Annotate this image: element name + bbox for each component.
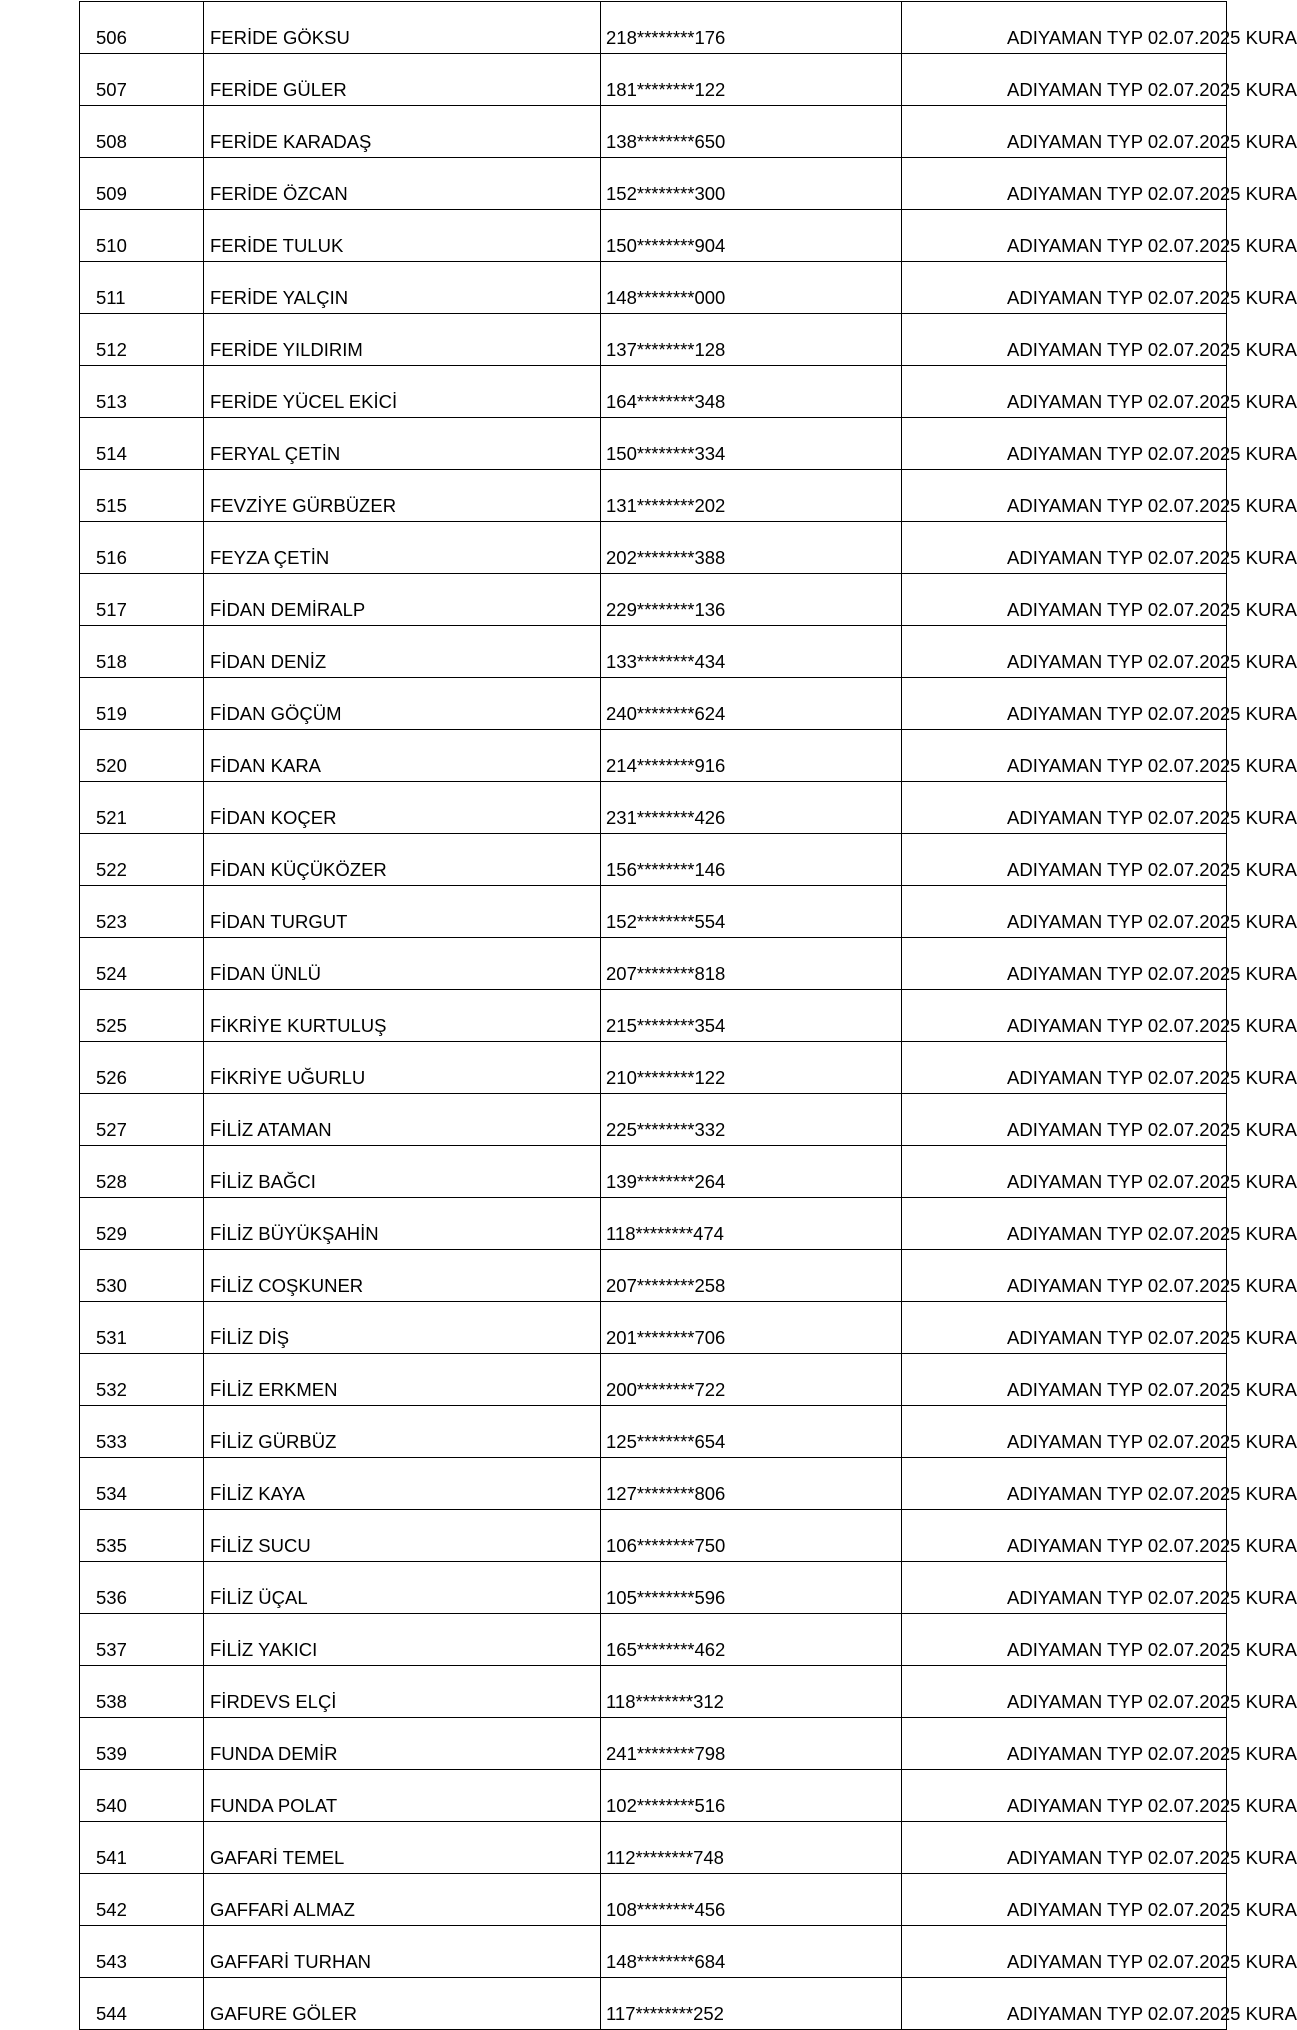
- description-cell: ADIYAMAN TYP 02.07.2025 KURA: [902, 54, 1227, 106]
- table-row: [80, 1874, 1227, 1926]
- masked-id-cell: 131********202: [601, 470, 902, 522]
- row-number-cell: 533: [80, 1406, 204, 1458]
- masked-id-cell: 108********456: [601, 1874, 902, 1926]
- description-cell: ADIYAMAN TYP 02.07.2025 KURA: [902, 730, 1227, 782]
- description-cell: ADIYAMAN TYP 02.07.2025 KURA: [902, 1562, 1227, 1614]
- description-cell: ADIYAMAN TYP 02.07.2025 KURA: [902, 1094, 1227, 1146]
- description-cell: ADIYAMAN TYP 02.07.2025 KURA: [902, 782, 1227, 834]
- description-cell: ADIYAMAN TYP 02.07.2025 KURA: [902, 470, 1227, 522]
- full-name-cell: FERİDE GÖKSU: [204, 2, 601, 54]
- row-number-cell: 519: [80, 678, 204, 730]
- full-name-cell: FİLİZ SUCU: [204, 1510, 601, 1562]
- row-number-cell: 523: [80, 886, 204, 938]
- row-number-cell: 524: [80, 938, 204, 990]
- row-number-cell: 542: [80, 1874, 204, 1926]
- results-table: [79, 1, 1297, 2030]
- table-row: [80, 1042, 1227, 1094]
- masked-id-cell: 240********624: [601, 678, 902, 730]
- table-row: [80, 1146, 1227, 1198]
- masked-id-cell: 164********348: [601, 366, 902, 418]
- description-cell: ADIYAMAN TYP 02.07.2025 KURA: [902, 1198, 1227, 1250]
- row-number-cell: 516: [80, 522, 204, 574]
- table-row: [80, 522, 1227, 574]
- full-name-cell: FİLİZ ERKMEN: [204, 1354, 601, 1406]
- row-number-cell: 544: [80, 1978, 204, 2030]
- row-number-cell: 511: [80, 262, 204, 314]
- description-cell: ADIYAMAN TYP 02.07.2025 KURA: [902, 1146, 1227, 1198]
- masked-id-cell: 165********462: [601, 1614, 902, 1666]
- row-number-cell: 537: [80, 1614, 204, 1666]
- table-row: [80, 678, 1227, 730]
- table-row: [80, 1978, 1227, 2030]
- table-row: [80, 262, 1227, 314]
- row-number-cell: 512: [80, 314, 204, 366]
- row-number-cell: 528: [80, 1146, 204, 1198]
- masked-id-cell: 105********596: [601, 1562, 902, 1614]
- table-row: [80, 314, 1227, 366]
- description-cell: ADIYAMAN TYP 02.07.2025 KURA: [902, 1042, 1227, 1094]
- description-cell: ADIYAMAN TYP 02.07.2025 KURA: [902, 210, 1227, 262]
- table-row: [80, 1198, 1227, 1250]
- description-cell: ADIYAMAN TYP 02.07.2025 KURA: [902, 1302, 1227, 1354]
- full-name-cell: FİDAN KARA: [204, 730, 601, 782]
- description-cell: ADIYAMAN TYP 02.07.2025 KURA: [902, 678, 1227, 730]
- table-row: [80, 158, 1227, 210]
- row-number-cell: 541: [80, 1822, 204, 1874]
- description-cell: ADIYAMAN TYP 02.07.2025 KURA: [902, 106, 1227, 158]
- table-row: [80, 938, 1227, 990]
- masked-id-cell: 106********750: [601, 1510, 902, 1562]
- row-number-cell: 530: [80, 1250, 204, 1302]
- description-cell: ADIYAMAN TYP 02.07.2025 KURA: [902, 626, 1227, 678]
- full-name-cell: FERYAL ÇETİN: [204, 418, 601, 470]
- masked-id-cell: 133********434: [601, 626, 902, 678]
- table-row: [80, 834, 1227, 886]
- table-row: [80, 1406, 1227, 1458]
- masked-id-cell: 118********474: [601, 1198, 902, 1250]
- description-cell: ADIYAMAN TYP 02.07.2025 KURA: [902, 522, 1227, 574]
- full-name-cell: FİKRİYE UĞURLU: [204, 1042, 601, 1094]
- description-cell: ADIYAMAN TYP 02.07.2025 KURA: [902, 366, 1227, 418]
- row-number-cell: 538: [80, 1666, 204, 1718]
- full-name-cell: FİRDEVS ELÇİ: [204, 1666, 601, 1718]
- full-name-cell: GAFFARİ ALMAZ: [204, 1874, 601, 1926]
- row-number-cell: 517: [80, 574, 204, 626]
- full-name-cell: FUNDA DEMİR: [204, 1718, 601, 1770]
- full-name-cell: FİDAN KOÇER: [204, 782, 601, 834]
- table-row: [80, 366, 1227, 418]
- full-name-cell: FİDAN KÜÇÜKÖZER: [204, 834, 601, 886]
- full-name-cell: FİLİZ DİŞ: [204, 1302, 601, 1354]
- table-row: [80, 1926, 1227, 1978]
- full-name-cell: FİKRİYE KURTULUŞ: [204, 990, 601, 1042]
- masked-id-cell: 210********122: [601, 1042, 902, 1094]
- masked-id-cell: 215********354: [601, 990, 902, 1042]
- masked-id-cell: 152********554: [601, 886, 902, 938]
- masked-id-cell: 156********146: [601, 834, 902, 886]
- full-name-cell: GAFFARİ TURHAN: [204, 1926, 601, 1978]
- table-row: [80, 782, 1227, 834]
- description-cell: ADIYAMAN TYP 02.07.2025 KURA: [902, 158, 1227, 210]
- row-number-cell: 515: [80, 470, 204, 522]
- full-name-cell: FUNDA POLAT: [204, 1770, 601, 1822]
- masked-id-cell: 139********264: [601, 1146, 902, 1198]
- table-row: [80, 418, 1227, 470]
- table-row: [80, 990, 1227, 1042]
- masked-id-cell: 231********426: [601, 782, 902, 834]
- masked-id-cell: 181********122: [601, 54, 902, 106]
- table-row: [80, 574, 1227, 626]
- table-row: [80, 2, 1227, 54]
- description-cell: ADIYAMAN TYP 02.07.2025 KURA: [902, 1874, 1227, 1926]
- table-row: [80, 1354, 1227, 1406]
- full-name-cell: FİLİZ KAYA: [204, 1458, 601, 1510]
- description-cell: ADIYAMAN TYP 02.07.2025 KURA: [902, 886, 1227, 938]
- table-row: [80, 1302, 1227, 1354]
- table-row: [80, 730, 1227, 782]
- masked-id-cell: 117********252: [601, 1978, 902, 2030]
- masked-id-cell: 118********312: [601, 1666, 902, 1718]
- description-cell: ADIYAMAN TYP 02.07.2025 KURA: [902, 834, 1227, 886]
- description-cell: ADIYAMAN TYP 02.07.2025 KURA: [902, 314, 1227, 366]
- full-name-cell: FİLİZ BAĞCI: [204, 1146, 601, 1198]
- masked-id-cell: 225********332: [601, 1094, 902, 1146]
- description-cell: ADIYAMAN TYP 02.07.2025 KURA: [902, 1614, 1227, 1666]
- table-row: [80, 470, 1227, 522]
- description-cell: ADIYAMAN TYP 02.07.2025 KURA: [902, 1770, 1227, 1822]
- table-row: [80, 1614, 1227, 1666]
- full-name-cell: FİDAN GÖÇÜM: [204, 678, 601, 730]
- masked-id-cell: 148********684: [601, 1926, 902, 1978]
- full-name-cell: FEVZİYE GÜRBÜZER: [204, 470, 601, 522]
- description-cell: ADIYAMAN TYP 02.07.2025 KURA: [902, 1354, 1227, 1406]
- description-cell: ADIYAMAN TYP 02.07.2025 KURA: [902, 1458, 1227, 1510]
- row-number-cell: 521: [80, 782, 204, 834]
- table-row: [80, 1094, 1227, 1146]
- row-number-cell: 507: [80, 54, 204, 106]
- row-number-cell: 535: [80, 1510, 204, 1562]
- masked-id-cell: 112********748: [601, 1822, 902, 1874]
- table-row: [80, 54, 1227, 106]
- description-cell: ADIYAMAN TYP 02.07.2025 KURA: [902, 2, 1227, 54]
- row-number-cell: 508: [80, 106, 204, 158]
- full-name-cell: FİLİZ ATAMAN: [204, 1094, 601, 1146]
- row-number-cell: 513: [80, 366, 204, 418]
- masked-id-cell: 127********806: [601, 1458, 902, 1510]
- description-cell: ADIYAMAN TYP 02.07.2025 KURA: [902, 1978, 1227, 2030]
- table-row: [80, 1718, 1227, 1770]
- row-number-cell: 543: [80, 1926, 204, 1978]
- full-name-cell: FİDAN TURGUT: [204, 886, 601, 938]
- table-row: [80, 1458, 1227, 1510]
- row-number-cell: 520: [80, 730, 204, 782]
- full-name-cell: GAFARİ TEMEL: [204, 1822, 601, 1874]
- masked-id-cell: 207********258: [601, 1250, 902, 1302]
- description-cell: ADIYAMAN TYP 02.07.2025 KURA: [902, 990, 1227, 1042]
- row-number-cell: 532: [80, 1354, 204, 1406]
- full-name-cell: FERİDE TULUK: [204, 210, 601, 262]
- full-name-cell: FERİDE YÜCEL EKİCİ: [204, 366, 601, 418]
- full-name-cell: FERİDE YILDIRIM: [204, 314, 601, 366]
- description-cell: ADIYAMAN TYP 02.07.2025 KURA: [902, 1666, 1227, 1718]
- description-cell: ADIYAMAN TYP 02.07.2025 KURA: [902, 938, 1227, 990]
- full-name-cell: FİLİZ ÜÇAL: [204, 1562, 601, 1614]
- masked-id-cell: 102********516: [601, 1770, 902, 1822]
- description-cell: ADIYAMAN TYP 02.07.2025 KURA: [902, 1510, 1227, 1562]
- masked-id-cell: 207********818: [601, 938, 902, 990]
- row-number-cell: 514: [80, 418, 204, 470]
- row-number-cell: 506: [80, 2, 204, 54]
- description-cell: ADIYAMAN TYP 02.07.2025 KURA: [902, 1926, 1227, 1978]
- masked-id-cell: 125********654: [601, 1406, 902, 1458]
- table-row: [80, 1510, 1227, 1562]
- row-number-cell: 539: [80, 1718, 204, 1770]
- row-number-cell: 536: [80, 1562, 204, 1614]
- masked-id-cell: 214********916: [601, 730, 902, 782]
- full-name-cell: FİDAN DEMİRALP: [204, 574, 601, 626]
- full-name-cell: FİLİZ BÜYÜKŞAHİN: [204, 1198, 601, 1250]
- full-name-cell: FERİDE YALÇIN: [204, 262, 601, 314]
- full-name-cell: FİLİZ GÜRBÜZ: [204, 1406, 601, 1458]
- row-number-cell: 522: [80, 834, 204, 886]
- masked-id-cell: 218********176: [601, 2, 902, 54]
- table-row: [80, 210, 1227, 262]
- table-row: [80, 1666, 1227, 1718]
- row-number-cell: 518: [80, 626, 204, 678]
- masked-id-cell: 150********334: [601, 418, 902, 470]
- description-cell: ADIYAMAN TYP 02.07.2025 KURA: [902, 1250, 1227, 1302]
- table-row: [80, 1770, 1227, 1822]
- table-row: [80, 1822, 1227, 1874]
- table-row: [80, 626, 1227, 678]
- full-name-cell: FİLİZ YAKICI: [204, 1614, 601, 1666]
- full-name-cell: FERİDE ÖZCAN: [204, 158, 601, 210]
- full-name-cell: FİDAN DENİZ: [204, 626, 601, 678]
- full-name-cell: FİDAN ÜNLÜ: [204, 938, 601, 990]
- table-row: [80, 106, 1227, 158]
- table-row: [80, 1562, 1227, 1614]
- row-number-cell: 525: [80, 990, 204, 1042]
- table-body: [80, 2, 1297, 2030]
- description-cell: ADIYAMAN TYP 02.07.2025 KURA: [902, 1718, 1227, 1770]
- masked-id-cell: 200********722: [601, 1354, 902, 1406]
- masked-id-cell: 148********000: [601, 262, 902, 314]
- full-name-cell: GAFURE GÖLER: [204, 1978, 601, 2030]
- row-number-cell: 540: [80, 1770, 204, 1822]
- row-number-cell: 527: [80, 1094, 204, 1146]
- masked-id-cell: 150********904: [601, 210, 902, 262]
- masked-id-cell: 137********128: [601, 314, 902, 366]
- masked-id-cell: 202********388: [601, 522, 902, 574]
- row-number-cell: 534: [80, 1458, 204, 1510]
- description-cell: ADIYAMAN TYP 02.07.2025 KURA: [902, 574, 1227, 626]
- masked-id-cell: 229********136: [601, 574, 902, 626]
- description-cell: ADIYAMAN TYP 02.07.2025 KURA: [902, 418, 1227, 470]
- masked-id-cell: 152********300: [601, 158, 902, 210]
- row-number-cell: 529: [80, 1198, 204, 1250]
- row-number-cell: 509: [80, 158, 204, 210]
- masked-id-cell: 201********706: [601, 1302, 902, 1354]
- row-number-cell: 510: [80, 210, 204, 262]
- full-name-cell: FEYZA ÇETİN: [204, 522, 601, 574]
- masked-id-cell: 241********798: [601, 1718, 902, 1770]
- description-cell: ADIYAMAN TYP 02.07.2025 KURA: [902, 262, 1227, 314]
- description-cell: ADIYAMAN TYP 02.07.2025 KURA: [902, 1406, 1227, 1458]
- full-name-cell: FİLİZ COŞKUNER: [204, 1250, 601, 1302]
- description-cell: ADIYAMAN TYP 02.07.2025 KURA: [902, 1822, 1227, 1874]
- table-row: [80, 886, 1227, 938]
- full-name-cell: FERİDE GÜLER: [204, 54, 601, 106]
- row-number-cell: 526: [80, 1042, 204, 1094]
- masked-id-cell: 138********650: [601, 106, 902, 158]
- row-number-cell: 531: [80, 1302, 204, 1354]
- table-row: [80, 1250, 1227, 1302]
- full-name-cell: FERİDE KARADAŞ: [204, 106, 601, 158]
